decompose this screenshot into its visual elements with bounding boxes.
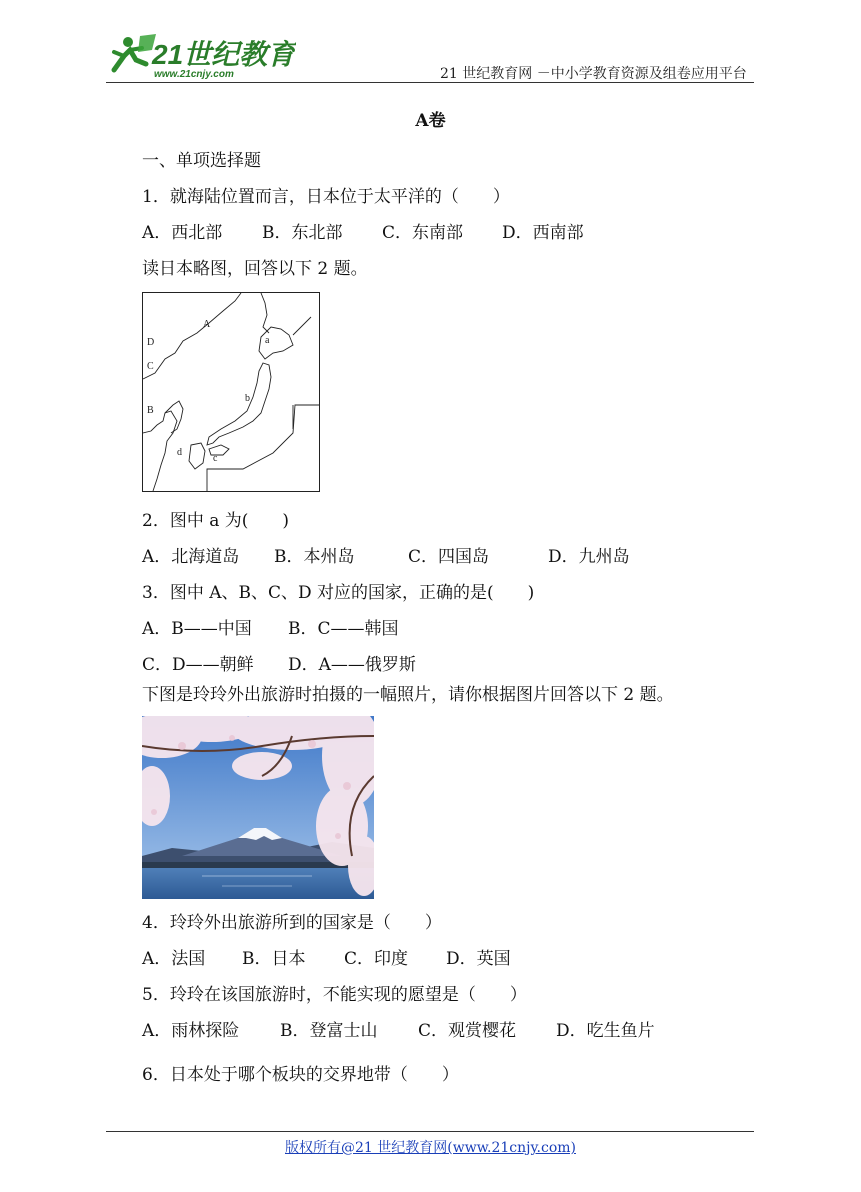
map-label-c-upper: C bbox=[147, 361, 154, 372]
q4-options bbox=[142, 948, 742, 970]
map-label-d-upper: D bbox=[147, 337, 155, 348]
part-heading: 一、单项选择题 bbox=[142, 151, 261, 171]
q2-options bbox=[142, 546, 742, 568]
q1-stem: 1．就海陆位置而言，日本位于太平洋的（ ） bbox=[142, 187, 510, 207]
q3-stem: 3．图中 A、B、C、D 对应的国家，正确的是( ) bbox=[142, 583, 535, 603]
footer-copyright-link[interactable]: 版权所有@21 世纪教育网(www.21cnjy.com) bbox=[285, 1140, 576, 1156]
footer-divider bbox=[106, 1131, 754, 1132]
q1-option-a: A．西北部 bbox=[142, 223, 223, 243]
map-label-b-lower: b bbox=[245, 393, 250, 404]
photo-intro: 下图是玲玲外出旅游时拍摄的一幅照片，请你根据图片回答以下 2 题。 bbox=[142, 685, 674, 705]
site-logo[interactable] bbox=[106, 30, 296, 82]
map-intro: 读日本略图，回答以下 2 题。 bbox=[142, 259, 368, 279]
q5-option-d: D．吃生鱼片 bbox=[556, 1021, 655, 1041]
map-label-b-upper: B bbox=[147, 405, 154, 416]
q5-option-b: B．登富士山 bbox=[280, 1021, 378, 1041]
q4-option-c: C．印度 bbox=[344, 949, 409, 969]
map-label-a-lower: a bbox=[265, 335, 270, 346]
runner-icon bbox=[114, 34, 156, 70]
q1-option-b: B．东北部 bbox=[262, 223, 343, 243]
q5-stem: 5．玲玲在该国旅游时，不能实现的愿望是（ ） bbox=[142, 985, 527, 1005]
section-title: A卷 bbox=[415, 111, 446, 131]
header-site-name: 21 世纪教育网 －中小学教育资源及组卷应用平台 bbox=[440, 66, 747, 82]
logo-text: 21世纪教育 bbox=[152, 39, 296, 70]
q1-option-d: D．西南部 bbox=[502, 223, 584, 243]
q5-options bbox=[142, 1020, 762, 1042]
header-divider bbox=[106, 82, 754, 83]
japan-map-figure bbox=[142, 292, 320, 492]
q2-stem: 2．图中 a 为( ) bbox=[142, 511, 290, 531]
q3-option-b: B．C——韩国 bbox=[288, 619, 399, 639]
q3-option-c: C．D——朝鲜 bbox=[142, 655, 254, 675]
q3-option-a: A．B——中国 bbox=[142, 619, 252, 639]
q3-options-row2 bbox=[142, 654, 742, 676]
q5-option-c: C．观赏樱花 bbox=[418, 1021, 517, 1041]
q4-option-a: A．法国 bbox=[142, 949, 206, 969]
q5-option-a: A．雨林探险 bbox=[142, 1021, 240, 1041]
q1-options bbox=[142, 222, 742, 244]
q4-option-b: B．日本 bbox=[242, 949, 306, 969]
q3-options-row1 bbox=[142, 618, 742, 640]
map-label-d-lower: d bbox=[177, 447, 182, 458]
q6-stem: 6．日本处于哪个板块的交界地带（ ） bbox=[142, 1065, 459, 1085]
q3-option-d: D．A——俄罗斯 bbox=[288, 655, 416, 675]
q4-stem: 4．玲玲外出旅游所到的国家是（ ） bbox=[142, 913, 442, 933]
q2-option-c: C．四国岛 bbox=[408, 547, 490, 567]
map-label-a-upper: A bbox=[203, 319, 211, 330]
q4-option-d: D．英国 bbox=[446, 949, 511, 969]
map-label-c-lower: c bbox=[213, 453, 218, 464]
logo-url: www.21cnjy.com bbox=[154, 69, 234, 80]
q2-option-a: A．北海道岛 bbox=[142, 547, 240, 567]
q2-option-b: B．本州岛 bbox=[274, 547, 355, 567]
q2-option-d: D．九州岛 bbox=[548, 547, 630, 567]
q1-option-c: C．东南部 bbox=[382, 223, 464, 243]
mount-fuji-photo bbox=[142, 716, 374, 899]
